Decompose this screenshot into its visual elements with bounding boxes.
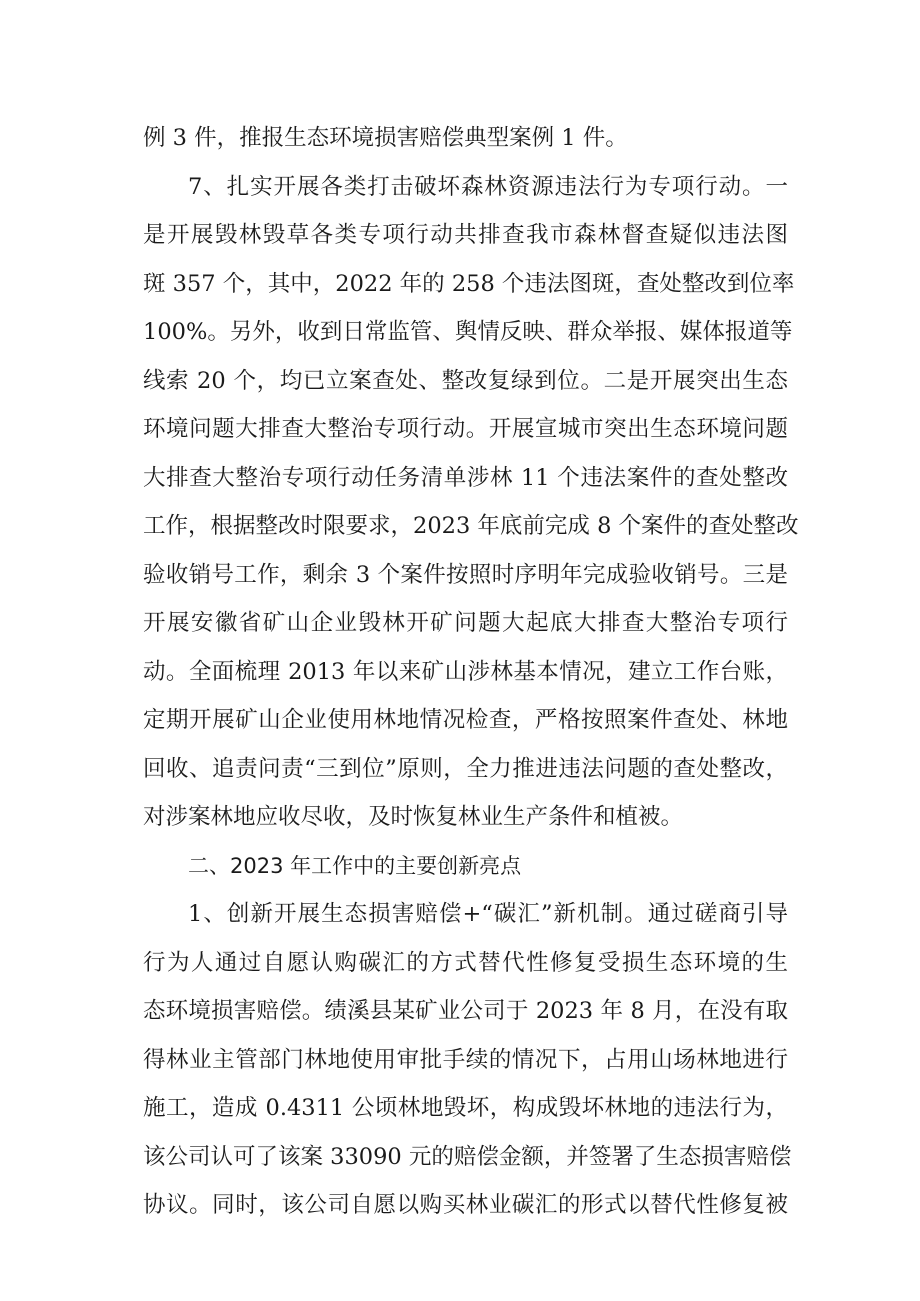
paragraph-line: 得林业主管部门林地使用审批手续的情况下，占用山场林地进行 — [143, 1046, 788, 1073]
paragraph-line: 斑 357 个，其中，2022 年的 258 个违法图斑，查处整改到位率 — [143, 270, 795, 297]
paragraph-line: 线索 20 个，均已立案查处、整改复绿到位。二是开展突出生态 — [143, 367, 788, 394]
paragraph-line: 工作，根据整改时限要求，2023 年底前完成 8 个案件的查处整改 — [143, 513, 799, 539]
paragraph-line: 对涉案林地应收尽收，及时恢复林业生产条件和植被。 — [143, 804, 684, 830]
paragraph-line: 行为人通过自愿认购碳汇的方式替代性修复受损生态环境的生 — [143, 949, 788, 976]
paragraph-line: 回收、追责问责“三到位”原则，全力推进违法问题的查处整改， — [143, 755, 788, 782]
section-heading: 二、2023 年工作中的主要创新亮点 — [188, 853, 522, 878]
paragraph-line: 施工，造成 0.4311 公顷林地毁坏，构成毁坏林地的违法行为， — [143, 1095, 788, 1121]
paragraph-line: 该公司认可了该案 33090 元的赔偿金额，并签署了生态损害赔偿 — [143, 1143, 792, 1170]
paragraph-line: 定期开展矿山企业使用林地情况检查，严格按照案件查处、林地 — [143, 707, 788, 733]
paragraph-line: 开展安徽省矿山企业毁林开矿问题大起底大排查大整治专项行 — [143, 610, 788, 636]
paragraph-line: 1、创新开展生态损害赔偿+“碳汇”新机制。通过磋商引导 — [188, 901, 788, 927]
document-body — [143, 114, 799, 1230]
paragraph-line: 协议。同时，该公司自愿以购买林业碳汇的形式以替代性修复被 — [143, 1192, 788, 1218]
paragraph-line: 100%。另外，收到日常监管、舆情反映、群众举报、媒体报道等 — [143, 319, 793, 345]
paragraph-line: 环境问题大排查大整治专项行动。开展宣城市突出生态环境问题 — [143, 416, 788, 442]
paragraph-line: 验收销号工作，剩余 3 个案件按照时序明年完成验收销号。三是 — [143, 561, 788, 588]
paragraph-line: 态环境损害赔偿。绩溪县某矿业公司于 2023 年 8 月，在没有取 — [143, 998, 788, 1024]
paragraph-line: 是开展毁林毁草各类专项行动共排查我市森林督查疑似违法图 — [143, 222, 788, 248]
paragraph-line: 动。全面梳理 2013 年以来矿山涉林基本情况，建立工作台账， — [143, 658, 788, 685]
paragraph-line: 7、扎实开展各类打击破坏森林资源违法行为专项行动。一 — [188, 173, 788, 200]
paragraph-line: 大排查大整治专项行动任务清单涉林 11 个违法案件的查处整改 — [143, 464, 788, 491]
paragraph-line: 例 3 件，推报生态环境损害赔偿典型案例 1 件。 — [143, 125, 628, 151]
